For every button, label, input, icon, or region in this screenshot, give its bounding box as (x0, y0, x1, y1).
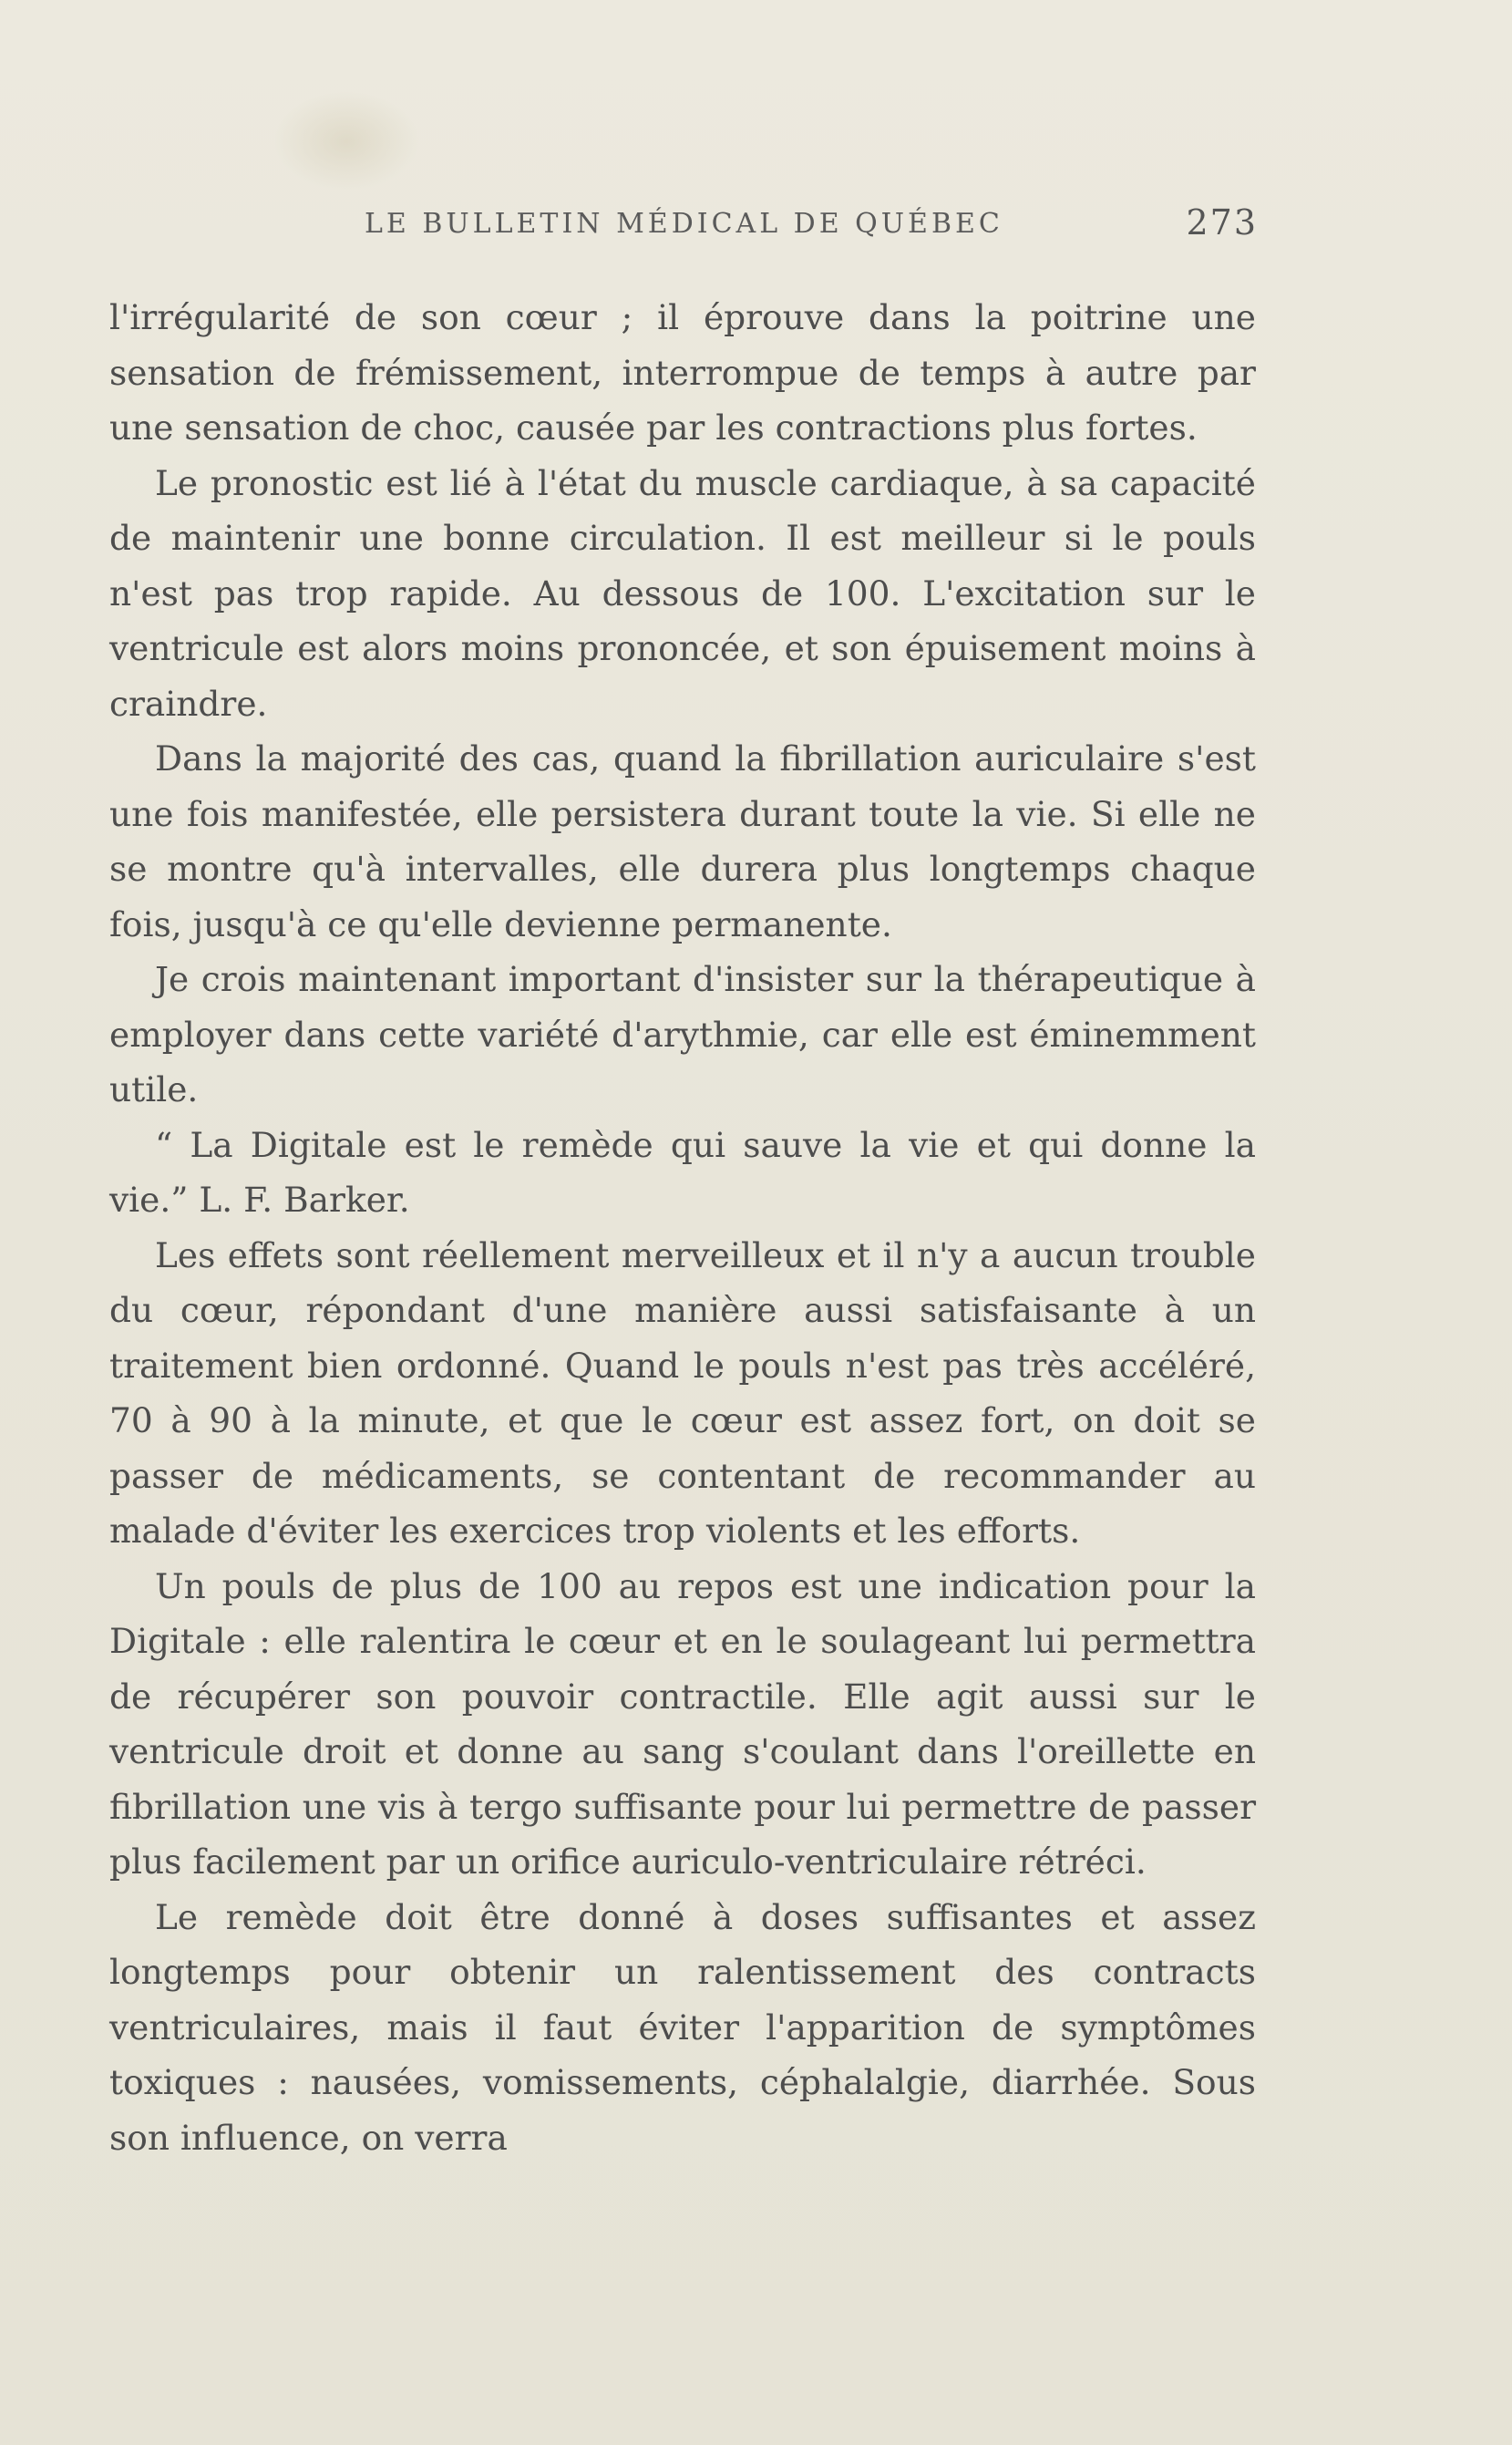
paragraph: Un pouls de plus de 100 au repos est une indication pour la Digitale : elle ralentira le cœur et en le soulageant lui permettra de récupérer son pouvoir contractile. Elle agit aussi sur le ventricule droit et donne au sang s'coulant dans l'oreillette en fibrillation une vis à tergo suffisante pour lui permettre de passer plus facilement par un orifice auriculo-ventriculaire rétréci. (109, 1565, 1256, 1882)
paragraph: Je crois maintenant important d'insister sur la thérapeutique à employer dans cette variété d'arythmie, car elle est éminemment utile. (109, 959, 1256, 1109)
paragraph: l'irrégularité de son cœur ; il éprouve dans la poitrine une sensation de frémissement, interrompue de temps à autre par une sensation de choc, causée par les contractions plus fortes. (109, 297, 1256, 448)
paragraph: Dans la majorité des cas, quand la fibrillation auriculaire s'est une fois manifestée, elle persistera durant toute la vie. Si elle ne se montre qu'à intervalles, elle durera plus longtemps chaque fois, jusqu'à ce qu'elle devienne permanente. (109, 738, 1256, 944)
paper-stain (273, 91, 419, 191)
page-number: 273 (1186, 202, 1258, 242)
paragraph: Les effets sont réellement merveilleux et il n'y a aucun trouble du cœur, répondant d'une manière aussi satisfaisante à un traitement bien ordonné. Quand le pouls n'est pas très accéléré, 70 à 90 à la minute, et que le cœur est assez fort, on doit se passer de médicaments, se contentant de recommander au malade d'éviter les exercices trop violents et les efforts. (109, 1234, 1256, 1551)
running-title: LE BULLETIN MÉDICAL DE QUÉBEC (365, 208, 1003, 240)
paragraph: Le pronostic est lié à l'état du muscle cardiaque, à sa capacité de maintenir une bonne circulation. Il est meilleur si le pouls n'est pas trop rapide. Au dessous de 100. L'excitation sur le ventricule est alors moins prononcée, et son épuisement moins à craindre. (109, 462, 1256, 724)
quotation: “ La Digitale est le remède qui sauve la vie et qui donne la vie.” L. F. Barker. (109, 1124, 1256, 1220)
paragraph: Le remède doit être donné à doses suffisantes et assez longtemps pour obtenir un ralentissement des contracts ventriculaires, mais il faut éviter l'apparition de symptômes toxiques : nausées, vomissements, céphalalgie, diarrhée. Sous son influence, on verra (109, 1896, 1256, 2158)
body-text (109, 290, 1256, 2165)
page-header (109, 202, 1258, 248)
